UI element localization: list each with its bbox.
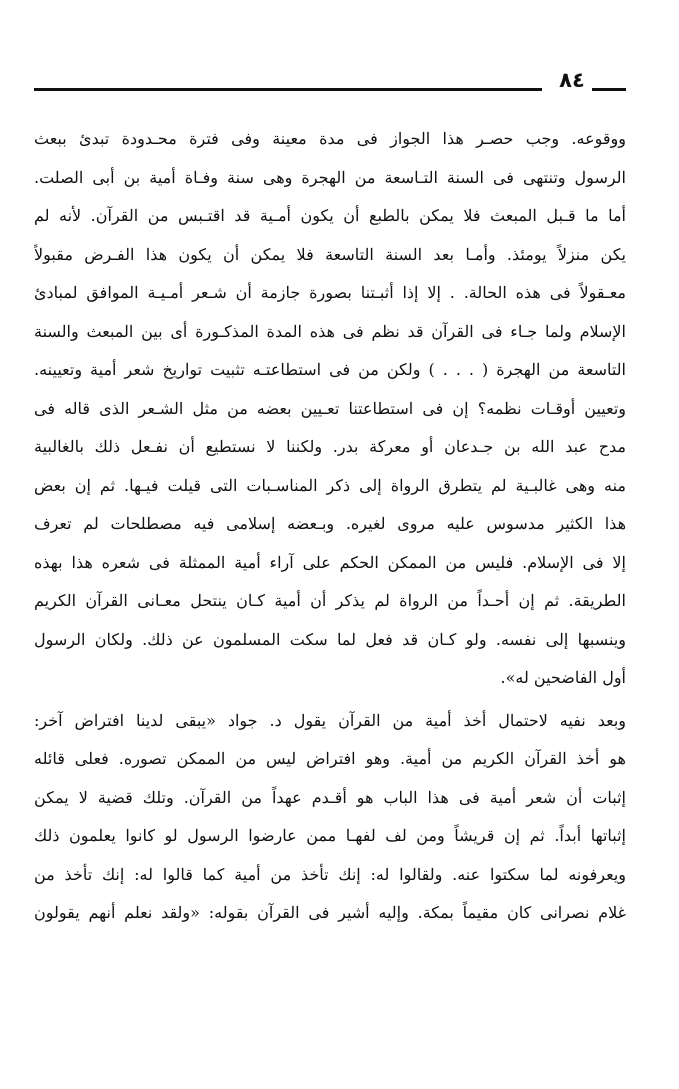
- text-line: وتعيين أوقـات نظمه؟ إن فى استطاعتنا تعـيين بعضه من مثل الشـعر الذى قاله فى: [34, 398, 626, 418]
- text-line: إثباتها أبداً. ثم إن قريشاً ومن لف لفهـا ممن عارضوا الرسول لو كانوا يعلمون ذلك: [34, 826, 626, 845]
- text-line: الطريقة. ثم إن أحـداً من الرواة لم يذكر أن أمية كـان ينتحل معـانى القرآن الكريم: [34, 591, 626, 610]
- page-body: [34, 120, 626, 933]
- paragraph-1: [34, 120, 626, 698]
- text-line: غلام نصرانى كان مقيماً بمكة. وإليه أشير فى القرآن بقوله: «ولقد نعلم أنهم يقولون: [34, 903, 626, 922]
- page-number: ٨٤: [559, 68, 585, 92]
- header-rule-left: [34, 88, 542, 91]
- text-line: التاسعة من الهجرة ( . . . ) ولكن من فى استطاعتـه تثبيت تواريخ شعر أمية وتعيينه.: [34, 360, 626, 379]
- text-line: أول الفاضحين له».: [500, 668, 626, 687]
- paragraph-2: [34, 702, 626, 933]
- text-line: إلا فى الإسلام. فليس من الممكن الحكم على آراء أمية الممثلة فى شعره هذا بهذه: [34, 552, 626, 572]
- text-line: الرسول وتنتهى فى السنة التـاسعة من الهجرة وهى سنة وفـاة أمية بن أبى الصلت.: [34, 167, 626, 187]
- header-rule-right: [592, 88, 626, 91]
- text-line: ويعرفونه لما سكتوا عنه. ولقالوا له: إنك تأخذ من أمية كما قالوا له: إنك تأخذ من: [34, 864, 626, 884]
- text-line: إثبات أن شعر أمية فى هذا الباب هو أقـدم عهداً من القرآن. وتلك قضية لا يمكن: [34, 787, 626, 807]
- text-line: هو أخذ القرآن الكريم من أمية. وهو افتراض ليس من الممكن تصوره. فعلى قائله: [34, 749, 626, 768]
- text-line: يكن منزلاً يومئذ. وأمـا بعد السنة التاسعة فلا يمكن أن يكون هذا الفـرض مقبولاً: [34, 244, 626, 264]
- text-line: وبعد نفيه لاحتمال أخذ أمية من القرآن يقول د. جواد «يبقى لدينا افتراض آخر:: [34, 710, 626, 730]
- text-line: مدح عبد الله بن جـدعان أو معركة بدر. ولكننا لا نستطيع أن نفـعل ذلك بالغالبية: [34, 437, 626, 456]
- text-line: ووقوعه. وجب حصـر هذا الجواز فى مدة معينة وفى فترة محـدودة تبدئ ببعث: [34, 129, 626, 148]
- text-line: أما ما قـبل المبعث فلا يمكن بالطبع أن يكون أمـية قد اقتـبس من القرآن. لأنه لم: [34, 206, 626, 225]
- text-line: معـقولاً فى هذه الحالة. . إلا إذا أثبـتنا بصورة جازمة أن شـعر أمـيـة الموافق لمبادئ: [34, 283, 626, 302]
- text-line: وينسبها إلى نفسه. ولو كـان قد فعل لما سكت المسلمون عن ذلك. ولكان الرسول: [34, 629, 626, 649]
- text-line: الإسلام ولما جـاء فى القرآن قد نظم فى هذه المدة المذكـورة أى بين المبعث والسنة: [34, 321, 626, 341]
- page-header: [34, 70, 626, 98]
- text-line: هذا الكثير مدسوس عليه مروى لغيره. وبـعضه إسلامى فيه مصطلحات لم تعرف: [34, 514, 626, 533]
- text-line: منه وهى غالبـية لم يتطرق الرواة إلى ذكر المناسـبات التى قيلت فيـها. ثم إن بعض: [34, 475, 626, 495]
